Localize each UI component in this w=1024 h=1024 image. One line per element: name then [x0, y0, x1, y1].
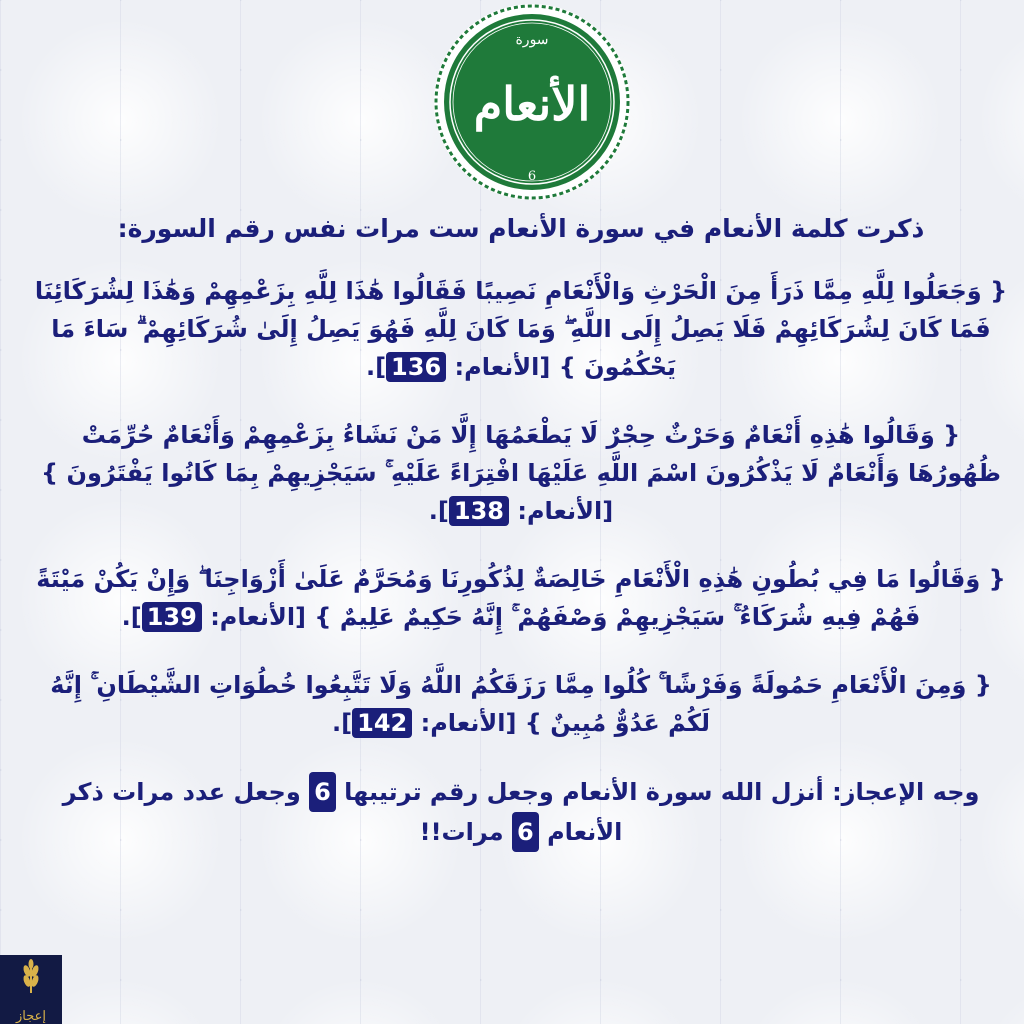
verse-text: { وَجَعَلُوا لِلَّهِ مِمَّا ذَرَأَ مِنَ الْحَرْثِ وَالْأَنْعَامِ نَصِيبًا فَقَالُوا هَٰذَا لِلَّهِ بِزَعْمِهِمْ وَهَٰذَا لِشُرَكَائِنَا فَمَا كَانَ لِشُرَكَائِهِمْ فَلَا يَصِلُ إِلَى اللَّهِ ۖ وَمَا كَانَ لِلَّهِ فَهُوَ يَصِلُ إِلَىٰ شُرَكَائِهِمْ ۗ سَاءَ مَا يَحْكُمُونَ }: [34, 277, 1008, 381]
miracle-part-3: مرات!!: [419, 818, 504, 846]
brand-logo: [0, 955, 62, 1024]
seal-top-label: سورة: [515, 32, 549, 48]
verse-136: [30, 272, 1012, 386]
verse-text: { وَقَالُوا مَا فِي بُطُونِ هَٰذِهِ الْأَنْعَامِ خَالِصَةٌ لِذُكُورِنَا وَمُحَرَّمٌ عَلَىٰ أَزْوَاجِنَا ۖ وَإِنْ يَكُنْ مَيْتَةً فَهُمْ فِيهِ شُرَكَاءُ ۚ سَيَجْزِيهِمْ وَصْفَهُمْ ۚ إِنَّهُ حَكِيمٌ عَلِيمٌ }: [36, 565, 1006, 631]
verse-139: [30, 560, 1012, 636]
miracle-number-b: 6: [512, 812, 539, 852]
miracle-statement: [30, 772, 1012, 852]
verse-reference-number: 139: [142, 602, 202, 632]
verse-142: [30, 666, 1012, 742]
verse-reference-number: 136: [386, 352, 446, 382]
verse-reference-suffix: ].: [332, 709, 353, 737]
verse-reference-prefix: [الأنعام:: [454, 353, 551, 381]
seal-surah-number: 6: [527, 169, 537, 184]
miracle-part-1: وجه الإعجاز: أنزل الله سورة الأنعام وجعل رقم ترتيبها: [344, 778, 980, 806]
wheat-icon: [18, 959, 44, 993]
verse-reference-prefix: [الأنعام:: [517, 497, 614, 525]
seal-surah-name: الأنعام: [473, 77, 591, 131]
verse-reference-suffix: ].: [365, 353, 387, 381]
miracle-part-2: وجعل عدد مرات ذكر الأنعام: [62, 778, 623, 846]
surah-seal: [432, 2, 632, 202]
intro-heading: ذكرت كلمة الأنعام في سورة الأنعام ست مرات نفس رقم السورة:: [117, 214, 925, 243]
verse-reference-prefix: [الأنعام:: [210, 603, 307, 631]
miracle-number-a: 6: [309, 772, 336, 812]
logo-text: إعجاز: [16, 1009, 46, 1024]
verse-138: [30, 416, 1012, 530]
verse-reference-suffix: ].: [428, 497, 449, 525]
verse-text: { وَمِنَ الْأَنْعَامِ حَمُولَةً وَفَرْشًا ۚ كُلُوا مِمَّا رَزَقَكُمُ اللَّهُ وَلَا تَتَّبِعُوا خُطُوَاتِ الشَّيْطَانِ ۚ إِنَّهُ لَكُمْ عَدُوٌّ مُبِينٌ }: [50, 671, 992, 737]
verse-reference-number: 138: [449, 496, 509, 526]
verse-text: { وَقَالُوا هَٰذِهِ أَنْعَامٌ وَحَرْثٌ حِجْرٌ لَا يَطْعَمُهَا إِلَّا مَنْ نَشَاءُ بِزَعْمِهِمْ وَأَنْعَامٌ حُرِّمَتْ ظُهُورُهَا وَأَنْعَامٌ لَا يَذْكُرُونَ اسْمَ اللَّهِ عَلَيْهَا افْتِرَاءً عَلَيْهِ ۚ سَيَجْزِيهِمْ بِمَا كَانُوا يَفْتَرُونَ }: [41, 421, 1001, 487]
verse-reference-prefix: [الأنعام:: [420, 709, 517, 737]
main-content: [30, 212, 1012, 1024]
verse-reference-suffix: ].: [121, 603, 142, 631]
verse-reference-number: 142: [352, 708, 412, 738]
